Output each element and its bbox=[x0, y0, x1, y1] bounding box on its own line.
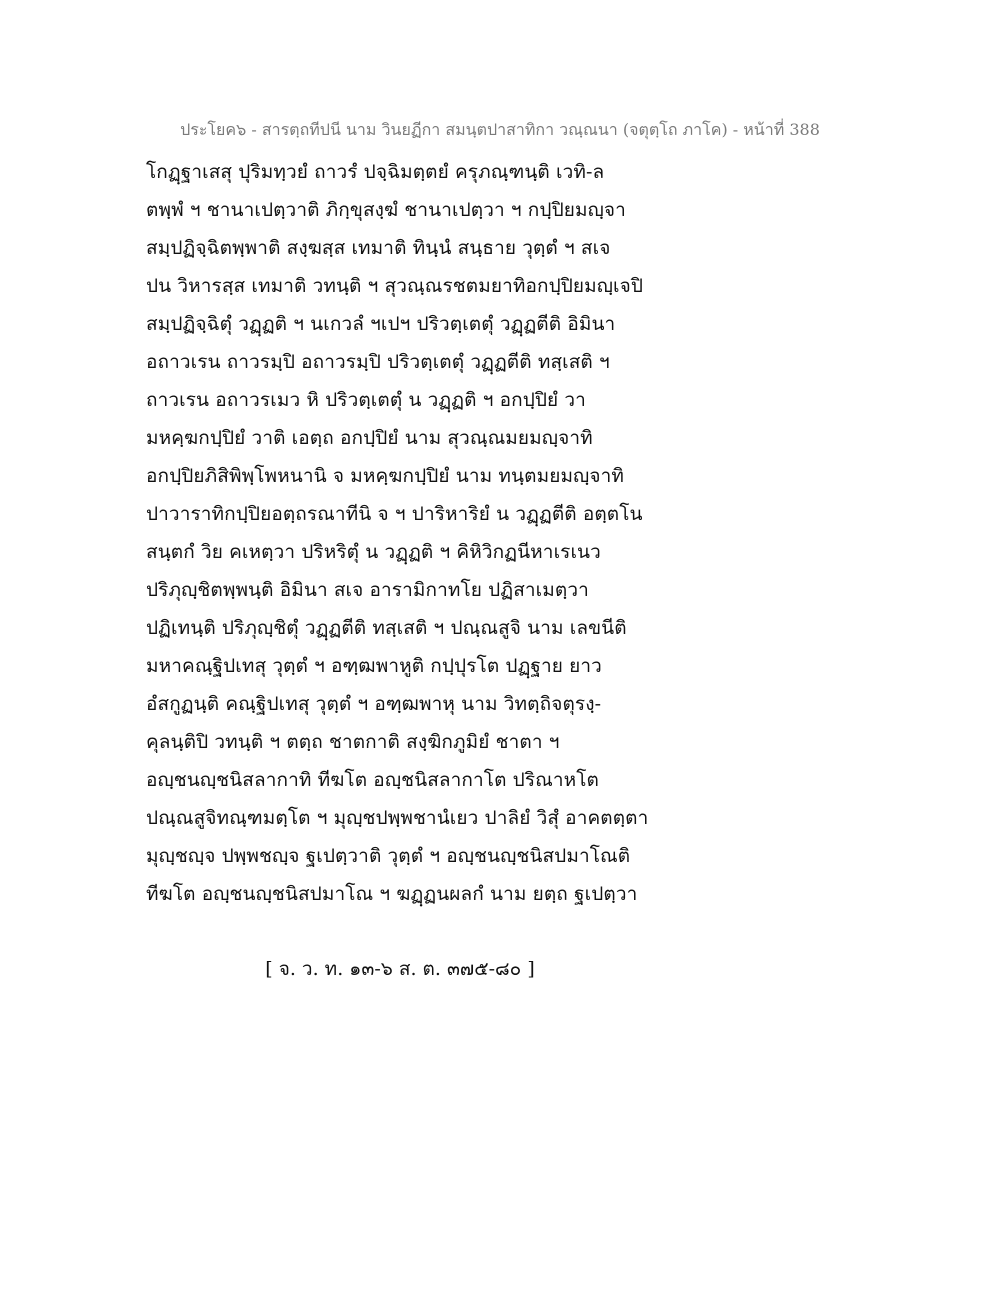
text-line: อกปฺปิยภิสิพิพฺโพหนานิ จ มหคฺฆกปฺปิยํ นาม ทนฺตมยมญฺจาทิ bbox=[146, 465, 624, 487]
text-line: มหคฺฆกปฺปิยํ วาติ เอตฺถ อกปฺปิยํ นาม สุวณฺณมยมญฺจาทิ bbox=[146, 427, 593, 449]
text-line: ปฏิเทนฺติ ปริภุญฺชิตุํ วฏฺฏตีติ ทสฺเสติ ฯ ปณฺณสูจิ นาม เลขนีติ bbox=[146, 617, 627, 639]
text-line: ปริภุญฺชิตพฺพนฺติ อิมินา สเจ อารามิกาทโย ปฏิสาเมตฺวา bbox=[146, 579, 589, 601]
body-text bbox=[146, 153, 686, 913]
text-line: อญฺชนญฺชนิสลากาทิ ทีฆโต อญฺชนิสลากาโต ปริณาหโต bbox=[146, 769, 599, 791]
text-line: มหาคณฺฐิปเทสุ วุตฺตํ ฯ อฑฺฒพาหูติ กปฺปุรโต ปฏฺฐาย ยาว bbox=[146, 655, 602, 677]
page-header: ประโยค๖ - สารตฺถทีปนี นาม วินยฏีกา สมนฺตปาสาทิกา วณฺณนา (จตุตฺโถ ภาโค) - หน้าที่ 388 bbox=[180, 120, 820, 139]
text-line: สมฺปฏิจฺฉิตพฺพาติ สงฺฆสฺส เทมาติ ทินฺนํ สนฺธาย วุตฺตํ ฯ สเจ bbox=[146, 237, 611, 259]
text-line: ทีฆโต อญฺชนญฺชนิสปมาโณ ฯ ฆฏฺฏนผลกํ นาม ยตฺถ ฐเปตฺวา bbox=[146, 883, 638, 905]
text-line: ตพฺพํ ฯ ชานาเปตฺวาติ ภิกฺขุสงฺฆํ ชานาเปตฺวา ฯ กปฺปิยมญฺจา bbox=[146, 199, 626, 221]
text-line: อํสกูฏนฺติ คณฺฐิปเทสุ วุตฺตํ ฯ อฑฺฒพาหุ นาม วิทตฺถิจตุรงฺ- bbox=[146, 693, 602, 715]
text-line: สนฺตกํ วิย คเหตฺวา ปริหริตุํ น วฏฺฏติ ฯ คิหิวิกฏนีหาเรเนว bbox=[146, 541, 601, 563]
text-line: ปณฺณสูจิทณฺฑมตฺโต ฯ มุญฺชปพฺพชานํเยว ปาลิยํ วิสุํ อาคตตฺตา bbox=[146, 807, 649, 829]
text-line: ปาวาราทิกปฺปิยอตฺถรณาทีนิ จ ฯ ปาริหาริยํ น วฏฺฏตีติ อตฺตโน bbox=[146, 503, 643, 525]
text-line: คุลนฺติปิ วทนฺติ ฯ ตตฺถ ชาตกาติ สงฺฆิกภูมิยํ ชาตา ฯ bbox=[146, 731, 560, 753]
text-line: ปน วิหารสฺส เทมาติ วทนฺติ ฯ สุวณฺณรชตมยาทิอกปฺปิยมญฺเจปิ bbox=[146, 275, 644, 297]
page-reference: [ จ. ว. ท. ๑๓-๖ ส. ต. ๓๗๕-๘๐ ] bbox=[265, 958, 535, 980]
text-line: สมฺปฏิจฺฉิตุํ วฏฺฏติ ฯ นเกวลํ ฯเปฯ ปริวตฺเตตุํ วฏฺฏตีติ อิมินา bbox=[146, 313, 616, 335]
text-line: อถาวเรน ถาวรมฺปิ อถาวรมฺปิ ปริวตฺเตตุํ วฏฺฏตีติ ทสฺเสติ ฯ bbox=[146, 351, 610, 373]
text-line: ถาวเรน อถาวรเมว หิ ปริวตฺเตตุํ น วฏฺฏติ ฯ อกปฺปิยํ วา bbox=[146, 389, 586, 411]
text-line: โกฏฺฐาเสสุ ปุริมทฺวยํ ถาวรํ ปจฺฉิมตฺตยํ ครุภณฺฑนฺติ เวทิ-ล bbox=[146, 161, 605, 183]
text-line: มุญฺชญฺจ ปพฺพชญฺจ ฐเปตฺวาติ วุตฺตํ ฯ อญฺชนญฺชนิสปมาโณติ bbox=[146, 845, 631, 867]
